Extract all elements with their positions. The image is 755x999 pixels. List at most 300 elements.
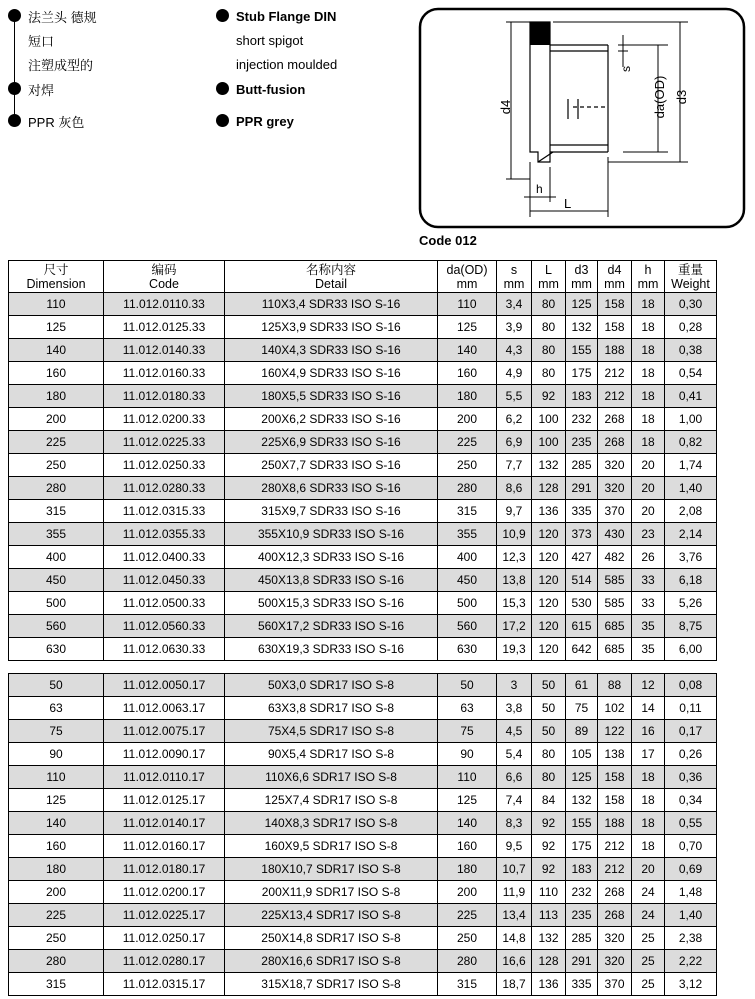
table-cell: 11.012.0315.17	[104, 973, 225, 996]
table-cell: 160X4,9 SDR33 ISO S-16	[225, 362, 438, 385]
table-cell: 225X6,9 SDR33 ISO S-16	[225, 431, 438, 454]
table-cell: 3,8	[497, 697, 532, 720]
table-cell: 183	[566, 858, 598, 881]
column-header-line: 名称内容	[305, 262, 356, 277]
table-cell: 280X16,6 SDR17 ISO S-8	[225, 950, 438, 973]
table-cell: 17,2	[497, 615, 532, 638]
table-cell: 140	[438, 812, 497, 835]
table-cell: 20	[632, 454, 665, 477]
table-row	[9, 858, 717, 881]
table-row	[9, 385, 717, 408]
table-cell: 11.012.0400.33	[104, 546, 225, 569]
table-cell: 1,00	[665, 408, 717, 431]
d4-label: d4	[498, 99, 513, 115]
table-cell: 183	[566, 385, 598, 408]
column-header-line: mm	[538, 276, 559, 291]
table-cell: 6,9	[497, 431, 532, 454]
table-cell: 50	[532, 697, 566, 720]
table-cell: 33	[632, 569, 665, 592]
column-header-line: 编码	[151, 262, 177, 277]
table-cell: 160X9,5 SDR17 ISO S-8	[225, 835, 438, 858]
table-row	[9, 316, 717, 339]
table-cell: 430	[598, 523, 632, 546]
table-cell: 200X11,9 SDR17 ISO S-8	[225, 881, 438, 904]
table-row	[9, 523, 717, 546]
table-cell: 4,3	[497, 339, 532, 362]
table-cell: 250	[9, 927, 104, 950]
table-cell: 280X8,6 SDR33 ISO S-16	[225, 477, 438, 500]
table-cell: 11.012.0200.17	[104, 881, 225, 904]
table-cell: 0,82	[665, 431, 717, 454]
table-cell: 500	[438, 592, 497, 615]
table-cell: 4,5	[497, 720, 532, 743]
table-cell: 63	[9, 697, 104, 720]
table-cell: 158	[598, 316, 632, 339]
table-cell: 125	[438, 316, 497, 339]
table-cell: 50	[532, 720, 566, 743]
table-cell: 0,70	[665, 835, 717, 858]
table-cell: 110	[438, 293, 497, 316]
feature-cn-3: 注塑成型的	[28, 57, 94, 73]
table-cell: 11.012.0110.33	[104, 293, 225, 316]
table-cell: 105	[566, 743, 598, 766]
table-cell: 92	[532, 812, 566, 835]
table-cell: 268	[598, 431, 632, 454]
table-cell: 2,38	[665, 927, 717, 950]
table-cell: 11.012.0200.33	[104, 408, 225, 431]
table-cell: 20	[632, 477, 665, 500]
feature-en-4: Butt-fusion	[236, 77, 305, 101]
table-cell: 128	[532, 950, 566, 973]
table-cell: 0,41	[665, 385, 717, 408]
table-cell: 11.012.0140.33	[104, 339, 225, 362]
table-cell: 8,3	[497, 812, 532, 835]
table-cell: 0,69	[665, 858, 717, 881]
table-cell: 63X3,8 SDR17 ISO S-8	[225, 697, 438, 720]
table-cell: 75	[438, 720, 497, 743]
table-cell: 285	[566, 454, 598, 477]
table-row	[9, 362, 717, 385]
table-cell: 560	[438, 615, 497, 638]
table-cell: 132	[566, 789, 598, 812]
table-cell: 315	[438, 973, 497, 996]
table-cell: 11.012.0180.33	[104, 385, 225, 408]
table-cell: 18	[632, 293, 665, 316]
table-cell: 5,26	[665, 592, 717, 615]
table-cell: 400	[438, 546, 497, 569]
table-cell: 315X18,7 SDR17 ISO S-8	[225, 973, 438, 996]
table-cell: 0,30	[665, 293, 717, 316]
table-cell: 315	[9, 500, 104, 523]
feature-cn-4: 对焊	[28, 77, 54, 101]
table-cell: 140	[9, 339, 104, 362]
feature-en-2: short spigot	[236, 32, 304, 48]
table-cell: 180	[9, 385, 104, 408]
table-row	[9, 904, 717, 927]
table-row	[9, 697, 717, 720]
table-cell: 320	[598, 477, 632, 500]
table-cell: 11.012.0063.17	[104, 697, 225, 720]
table-cell: 225X13,4 SDR17 ISO S-8	[225, 904, 438, 927]
table-cell: 0,08	[665, 674, 717, 697]
table-cell: 500X15,3 SDR33 ISO S-16	[225, 592, 438, 615]
table-cell: 0,55	[665, 812, 717, 835]
table-cell: 0,36	[665, 766, 717, 789]
table-cell: 13,4	[497, 904, 532, 927]
table-row	[9, 592, 717, 615]
table-cell: 11.012.0250.17	[104, 927, 225, 950]
bullet-icon	[216, 114, 229, 127]
table-cell: 89	[566, 720, 598, 743]
table-cell: 160	[438, 835, 497, 858]
table-cell: 50	[9, 674, 104, 697]
table-cell: 235	[566, 904, 598, 927]
bullet-icon	[8, 82, 21, 95]
column-header-line: Weight	[671, 276, 710, 291]
table-cell: 1,74	[665, 454, 717, 477]
table-cell: 11.012.0160.33	[104, 362, 225, 385]
table-row	[9, 812, 717, 835]
table-cell: 158	[598, 789, 632, 812]
column-header-line: mm	[604, 276, 625, 291]
table-cell: 7,4	[497, 789, 532, 812]
table-cell: 18	[632, 408, 665, 431]
table-cell: 155	[566, 339, 598, 362]
table-cell: 6,00	[665, 638, 717, 661]
table-cell: 280	[9, 477, 104, 500]
table-cell: 5,5	[497, 385, 532, 408]
column-header	[665, 261, 717, 293]
column-header-line: da(OD)	[446, 262, 488, 277]
table-cell: 188	[598, 812, 632, 835]
table-cell: 4,9	[497, 362, 532, 385]
table-cell: 200	[9, 881, 104, 904]
table-cell: 315	[9, 973, 104, 996]
table-cell: 20	[632, 500, 665, 523]
table-cell: 400X12,3 SDR33 ISO S-16	[225, 546, 438, 569]
table-cell: 102	[598, 697, 632, 720]
table-cell: 10,9	[497, 523, 532, 546]
table-cell: 125	[566, 293, 598, 316]
table-cell: 25	[632, 950, 665, 973]
table-row	[9, 477, 717, 500]
table-cell: 530	[566, 592, 598, 615]
table-cell: 138	[598, 743, 632, 766]
table-cell: 80	[532, 766, 566, 789]
table-cell: 80	[532, 743, 566, 766]
table-cell: 120	[532, 615, 566, 638]
table-cell: 560X17,2 SDR33 ISO S-16	[225, 615, 438, 638]
table-cell: 12,3	[497, 546, 532, 569]
table-cell: 250X7,7 SDR33 ISO S-16	[225, 454, 438, 477]
table-cell: 14,8	[497, 927, 532, 950]
table-row	[9, 454, 717, 477]
table-cell: 24	[632, 881, 665, 904]
table-cell: 482	[598, 546, 632, 569]
table-cell: 140	[438, 339, 497, 362]
feature-en-3: injection moulded	[236, 56, 338, 72]
table-row	[9, 881, 717, 904]
column-header-line: Dimension	[26, 276, 86, 291]
table-cell: 400	[9, 546, 104, 569]
table-cell: 11.012.0355.33	[104, 523, 225, 546]
table-cell: 3,9	[497, 316, 532, 339]
table-cell: 33	[632, 592, 665, 615]
table-cell: 120	[532, 638, 566, 661]
column-header	[598, 261, 632, 293]
table-cell: 10,7	[497, 858, 532, 881]
da-label: da(OD)	[652, 75, 667, 119]
table-cell: 18	[632, 362, 665, 385]
table-cell: 225	[9, 904, 104, 927]
table-cell: 180	[438, 858, 497, 881]
table-cell: 370	[598, 500, 632, 523]
table-cell: 125	[438, 789, 497, 812]
table-cell: 235	[566, 431, 598, 454]
table-row	[9, 743, 717, 766]
table-cell: 18	[632, 431, 665, 454]
table-cell: 2,22	[665, 950, 717, 973]
bullet-icon	[216, 82, 229, 95]
table-cell: 9,7	[497, 500, 532, 523]
table-cell: 132	[566, 316, 598, 339]
table-cell: 11.012.0225.33	[104, 431, 225, 454]
table-cell: 35	[632, 638, 665, 661]
feature-en-5: PPR grey	[236, 109, 294, 133]
table-row	[9, 927, 717, 950]
column-header-line: s	[510, 262, 518, 277]
column-header-line: Code	[149, 276, 179, 291]
column-header-line: mm	[637, 276, 659, 291]
table-cell: 250	[438, 927, 497, 950]
table-cell: 6,2	[497, 408, 532, 431]
table-cell: 155	[566, 812, 598, 835]
table-cell: 7,7	[497, 454, 532, 477]
table-cell: 450	[438, 569, 497, 592]
table-cell: 18	[632, 766, 665, 789]
table-cell: 75	[9, 720, 104, 743]
feature-cn-2: 短口	[28, 33, 55, 49]
table-cell: 35	[632, 615, 665, 638]
table-cell: 11.012.0140.17	[104, 812, 225, 835]
column-header	[566, 261, 598, 293]
table-cell: 158	[598, 293, 632, 316]
table-cell: 18,7	[497, 973, 532, 996]
table-cell: 13,8	[497, 569, 532, 592]
table-cell: 0,38	[665, 339, 717, 362]
table-cell: 268	[598, 904, 632, 927]
table-cell: 268	[598, 881, 632, 904]
table-cell: 232	[566, 881, 598, 904]
table-cell: 685	[598, 638, 632, 661]
table-cell: 200	[9, 408, 104, 431]
column-header	[225, 261, 438, 293]
feature-en-1: Stub Flange DIN	[236, 4, 336, 28]
table-row	[9, 500, 717, 523]
table-cell: 90	[9, 743, 104, 766]
table-row	[9, 293, 717, 316]
table-cell: 320	[598, 927, 632, 950]
table-cell: 50X3,0 SDR17 ISO S-8	[225, 674, 438, 697]
column-header	[632, 261, 665, 293]
table-row	[9, 339, 717, 362]
table-cell: 2,14	[665, 523, 717, 546]
table-cell: 6,6	[497, 766, 532, 789]
table-cell: 75X4,5 SDR17 ISO S-8	[225, 720, 438, 743]
table-cell: 355	[9, 523, 104, 546]
table-cell: 80	[532, 293, 566, 316]
table-cell: 12	[632, 674, 665, 697]
product-code-label: Code 012	[419, 233, 477, 248]
table-row	[9, 973, 717, 996]
table-row	[9, 720, 717, 743]
table-cell: 18	[632, 789, 665, 812]
table-cell: 315	[438, 500, 497, 523]
table-cell: 84	[532, 789, 566, 812]
s-label: s	[619, 66, 633, 72]
table-row	[9, 431, 717, 454]
table-cell: 180X5,5 SDR33 ISO S-16	[225, 385, 438, 408]
table-cell: 9,5	[497, 835, 532, 858]
table-cell: 24	[632, 904, 665, 927]
feature-cn-5: PPR 灰色	[28, 109, 84, 133]
table-cell: 125	[9, 316, 104, 339]
table-cell: 140X8,3 SDR17 ISO S-8	[225, 812, 438, 835]
table-cell: 200	[438, 408, 497, 431]
table-cell: 3,12	[665, 973, 717, 996]
table-cell: 80	[532, 339, 566, 362]
table-cell: 514	[566, 569, 598, 592]
table-cell: 16,6	[497, 950, 532, 973]
table-cell: 11.012.0315.33	[104, 500, 225, 523]
table-cell: 136	[532, 973, 566, 996]
stub-flange-drawing	[418, 7, 746, 229]
table-cell: 3	[497, 674, 532, 697]
table-cell: 92	[532, 385, 566, 408]
column-header-line: mm	[571, 276, 592, 291]
table-cell: 291	[566, 950, 598, 973]
table-row	[9, 546, 717, 569]
table-cell: 355X10,9 SDR33 ISO S-16	[225, 523, 438, 546]
table-cell: 1,48	[665, 881, 717, 904]
table-cell: 11,9	[497, 881, 532, 904]
table-cell: 280	[438, 950, 497, 973]
table-cell: 1,40	[665, 904, 717, 927]
table-cell: 6,18	[665, 569, 717, 592]
table-cell: 160	[438, 362, 497, 385]
table-cell: 11.012.0090.17	[104, 743, 225, 766]
table-cell: 11.012.0125.17	[104, 789, 225, 812]
table-cell: 11.012.0225.17	[104, 904, 225, 927]
table-cell: 500	[9, 592, 104, 615]
table-cell: 685	[598, 615, 632, 638]
table-row	[9, 950, 717, 973]
table-cell: 140X4,3 SDR33 ISO S-16	[225, 339, 438, 362]
table-row	[9, 408, 717, 431]
table-cell: 0,28	[665, 316, 717, 339]
table-cell: 335	[566, 500, 598, 523]
table-cell: 373	[566, 523, 598, 546]
table-cell: 8,75	[665, 615, 717, 638]
table-cell: 140	[9, 812, 104, 835]
table-cell: 90X5,4 SDR17 ISO S-8	[225, 743, 438, 766]
table-cell: 17	[632, 743, 665, 766]
table-cell: 80	[532, 316, 566, 339]
table-cell: 2,08	[665, 500, 717, 523]
table-cell: 125	[9, 789, 104, 812]
table-cell: 88	[598, 674, 632, 697]
table-cell: 630	[438, 638, 497, 661]
table-cell: 110X3,4 SDR33 ISO S-16	[225, 293, 438, 316]
table-cell: 158	[598, 766, 632, 789]
table-cell: 120	[532, 592, 566, 615]
table-cell: 11.012.0160.17	[104, 835, 225, 858]
column-header-line: h	[644, 262, 652, 277]
bullet-icon	[216, 9, 229, 22]
table-cell: 125X3,9 SDR33 ISO S-16	[225, 316, 438, 339]
table-cell: 110X6,6 SDR17 ISO S-8	[225, 766, 438, 789]
table-cell: 212	[598, 858, 632, 881]
table-cell: 3,4	[497, 293, 532, 316]
table-cell: 120	[532, 546, 566, 569]
table-cell: 11.012.0250.33	[104, 454, 225, 477]
column-header	[497, 261, 532, 293]
table-cell: 11.012.0125.33	[104, 316, 225, 339]
column-header-line: mm	[503, 276, 525, 291]
table-cell: 3,76	[665, 546, 717, 569]
table-cell: 180	[9, 858, 104, 881]
table-cell: 450	[9, 569, 104, 592]
table-cell: 0,11	[665, 697, 717, 720]
table-cell: 0,26	[665, 743, 717, 766]
table-cell: 175	[566, 835, 598, 858]
table-row	[9, 638, 717, 661]
column-header	[438, 261, 497, 293]
table-cell: 19,3	[497, 638, 532, 661]
table-cell: 370	[598, 973, 632, 996]
column-header-line: L	[545, 262, 552, 277]
table-cell: 100	[532, 431, 566, 454]
spec-table-sdr17	[8, 673, 717, 996]
table-cell: 132	[532, 454, 566, 477]
spec-table-sdr33	[8, 260, 717, 661]
table-cell: 630	[9, 638, 104, 661]
table-cell: 18	[632, 316, 665, 339]
table-row	[9, 674, 717, 697]
table-cell: 26	[632, 546, 665, 569]
table-cell: 20	[632, 858, 665, 881]
table-cell: 427	[566, 546, 598, 569]
table-cell: 1,40	[665, 477, 717, 500]
table-cell: 63	[438, 697, 497, 720]
table-cell: 212	[598, 835, 632, 858]
table-cell: 80	[532, 362, 566, 385]
L-label: L	[564, 196, 572, 211]
table-cell: 212	[598, 385, 632, 408]
table-cell: 110	[532, 881, 566, 904]
column-header-line: 重量	[677, 262, 703, 277]
table-cell: 110	[438, 766, 497, 789]
column-header	[104, 261, 225, 293]
table-cell: 15,3	[497, 592, 532, 615]
bullet-icon	[8, 114, 21, 127]
table-row	[9, 615, 717, 638]
table-cell: 450X13,8 SDR33 ISO S-16	[225, 569, 438, 592]
table-cell: 125	[566, 766, 598, 789]
table-cell: 11.012.0180.17	[104, 858, 225, 881]
table-cell: 125X7,4 SDR17 ISO S-8	[225, 789, 438, 812]
table-cell: 0,34	[665, 789, 717, 812]
